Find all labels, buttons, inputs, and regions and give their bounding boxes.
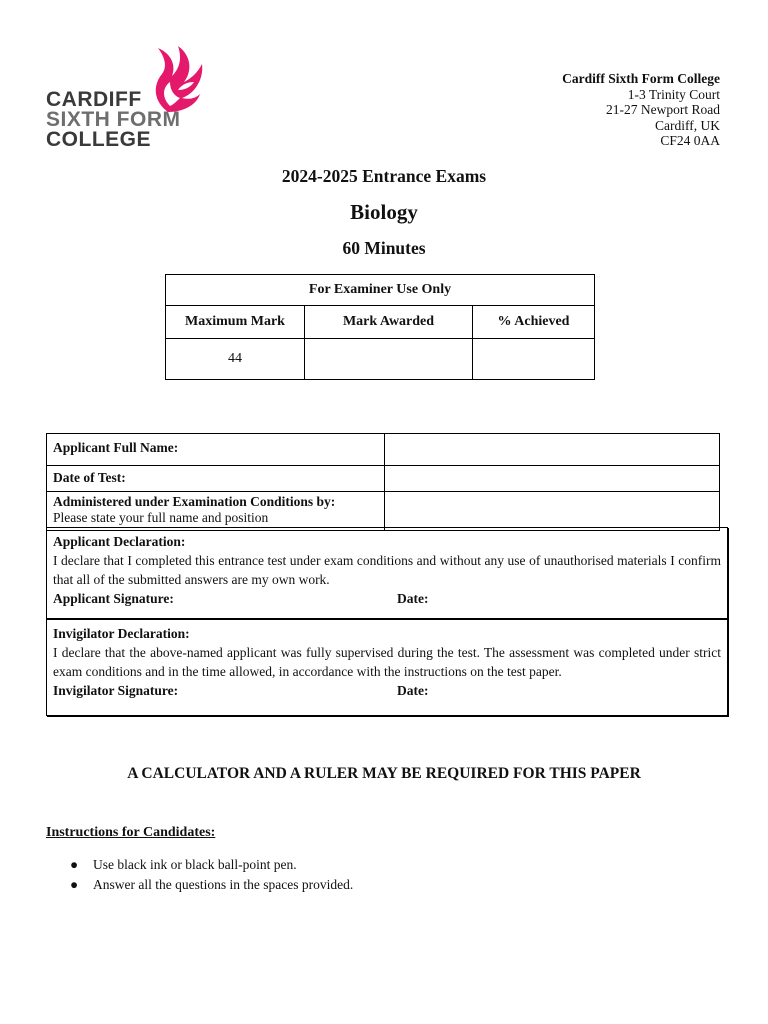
applicant-details-table — [46, 433, 720, 531]
percent-achieved-field[interactable] — [473, 339, 595, 380]
invigilator-signature-row — [53, 681, 721, 700]
list-item — [70, 855, 353, 875]
calculator-notice: A CALCULATOR AND A RULER MAY BE REQUIRED FOR THIS PAPER — [127, 765, 641, 782]
header-mark-awarded: Mark Awarded — [305, 306, 473, 339]
administered-by-hint: Please state your full name and position — [53, 510, 269, 525]
administered-by-cell — [47, 492, 385, 531]
applicant-declaration-text: I declare that I completed this entrance test under exam conditions and without any use of unauthorised materials I confirm that all of the submitted answers are my own work. — [53, 553, 721, 587]
logo-line-2: SIXTH FORM — [46, 108, 181, 131]
administered-by-label: Administered under Examination Conditions by: — [53, 494, 336, 509]
instructions-list — [70, 855, 353, 895]
address-college-name: Cardiff Sixth Form College — [562, 71, 720, 86]
header-maximum-mark: Maximum Mark — [166, 306, 305, 339]
invigilator-declaration-title: Invigilator Declaration: — [53, 626, 190, 641]
invigilator-declaration-text: I declare that the above-named applicant was fully supervised during the test. The assessment was completed under strict exam conditions and in the time allowed, in accordance with the instructions on the test paper. — [53, 645, 721, 679]
address-line-2: 21-27 Newport Road — [606, 102, 720, 117]
examiner-table-title: For Examiner Use Only — [166, 275, 595, 306]
examiner-table — [165, 274, 595, 380]
mark-awarded-field[interactable] — [305, 339, 473, 380]
applicant-declaration-title: Applicant Declaration: — [53, 534, 186, 549]
exam-duration: 60 Minutes — [342, 238, 426, 258]
administered-by-field[interactable] — [385, 492, 720, 531]
address-line-3: Cardiff, UK — [655, 117, 720, 133]
applicant-name-label: Applicant Full Name: — [47, 434, 385, 466]
applicant-signature-label: Applicant Signature: — [53, 591, 174, 606]
applicant-declaration-box — [46, 527, 728, 619]
list-item — [70, 875, 353, 895]
date-of-test-field[interactable] — [385, 466, 720, 492]
college-logo — [46, 42, 206, 154]
instruction-text: Use black ink or black ball-point pen. — [93, 857, 297, 872]
invigilator-signature-label: Invigilator Signature: — [53, 683, 179, 698]
applicant-name-field[interactable] — [385, 434, 720, 466]
bullet-icon: ● — [70, 877, 79, 892]
invigilator-date-label: Date: — [397, 683, 429, 698]
applicant-date-label: Date: — [397, 591, 429, 606]
address-postcode: CF24 0AA — [660, 133, 720, 148]
college-address — [562, 71, 720, 149]
exam-subject: Biology — [350, 200, 418, 224]
bullet-icon: ● — [70, 857, 79, 872]
address-line-1: 1-3 Trinity Court — [627, 86, 720, 102]
date-of-test-label: Date of Test: — [47, 466, 385, 492]
instruction-text: Answer all the questions in the spaces provided. — [93, 877, 354, 892]
logo-line-3: COLLEGE — [46, 128, 152, 151]
header-percent-achieved: % Achieved — [473, 306, 595, 339]
applicant-signature-row — [53, 589, 721, 608]
instructions-title: Instructions for Candidates: — [46, 825, 216, 840]
invigilator-declaration-box — [46, 619, 728, 716]
logo-line-1: CARDIFF — [46, 88, 142, 111]
maximum-mark-value: 44 — [166, 339, 305, 380]
exam-title: 2024-2025 Entrance Exams — [281, 166, 487, 186]
